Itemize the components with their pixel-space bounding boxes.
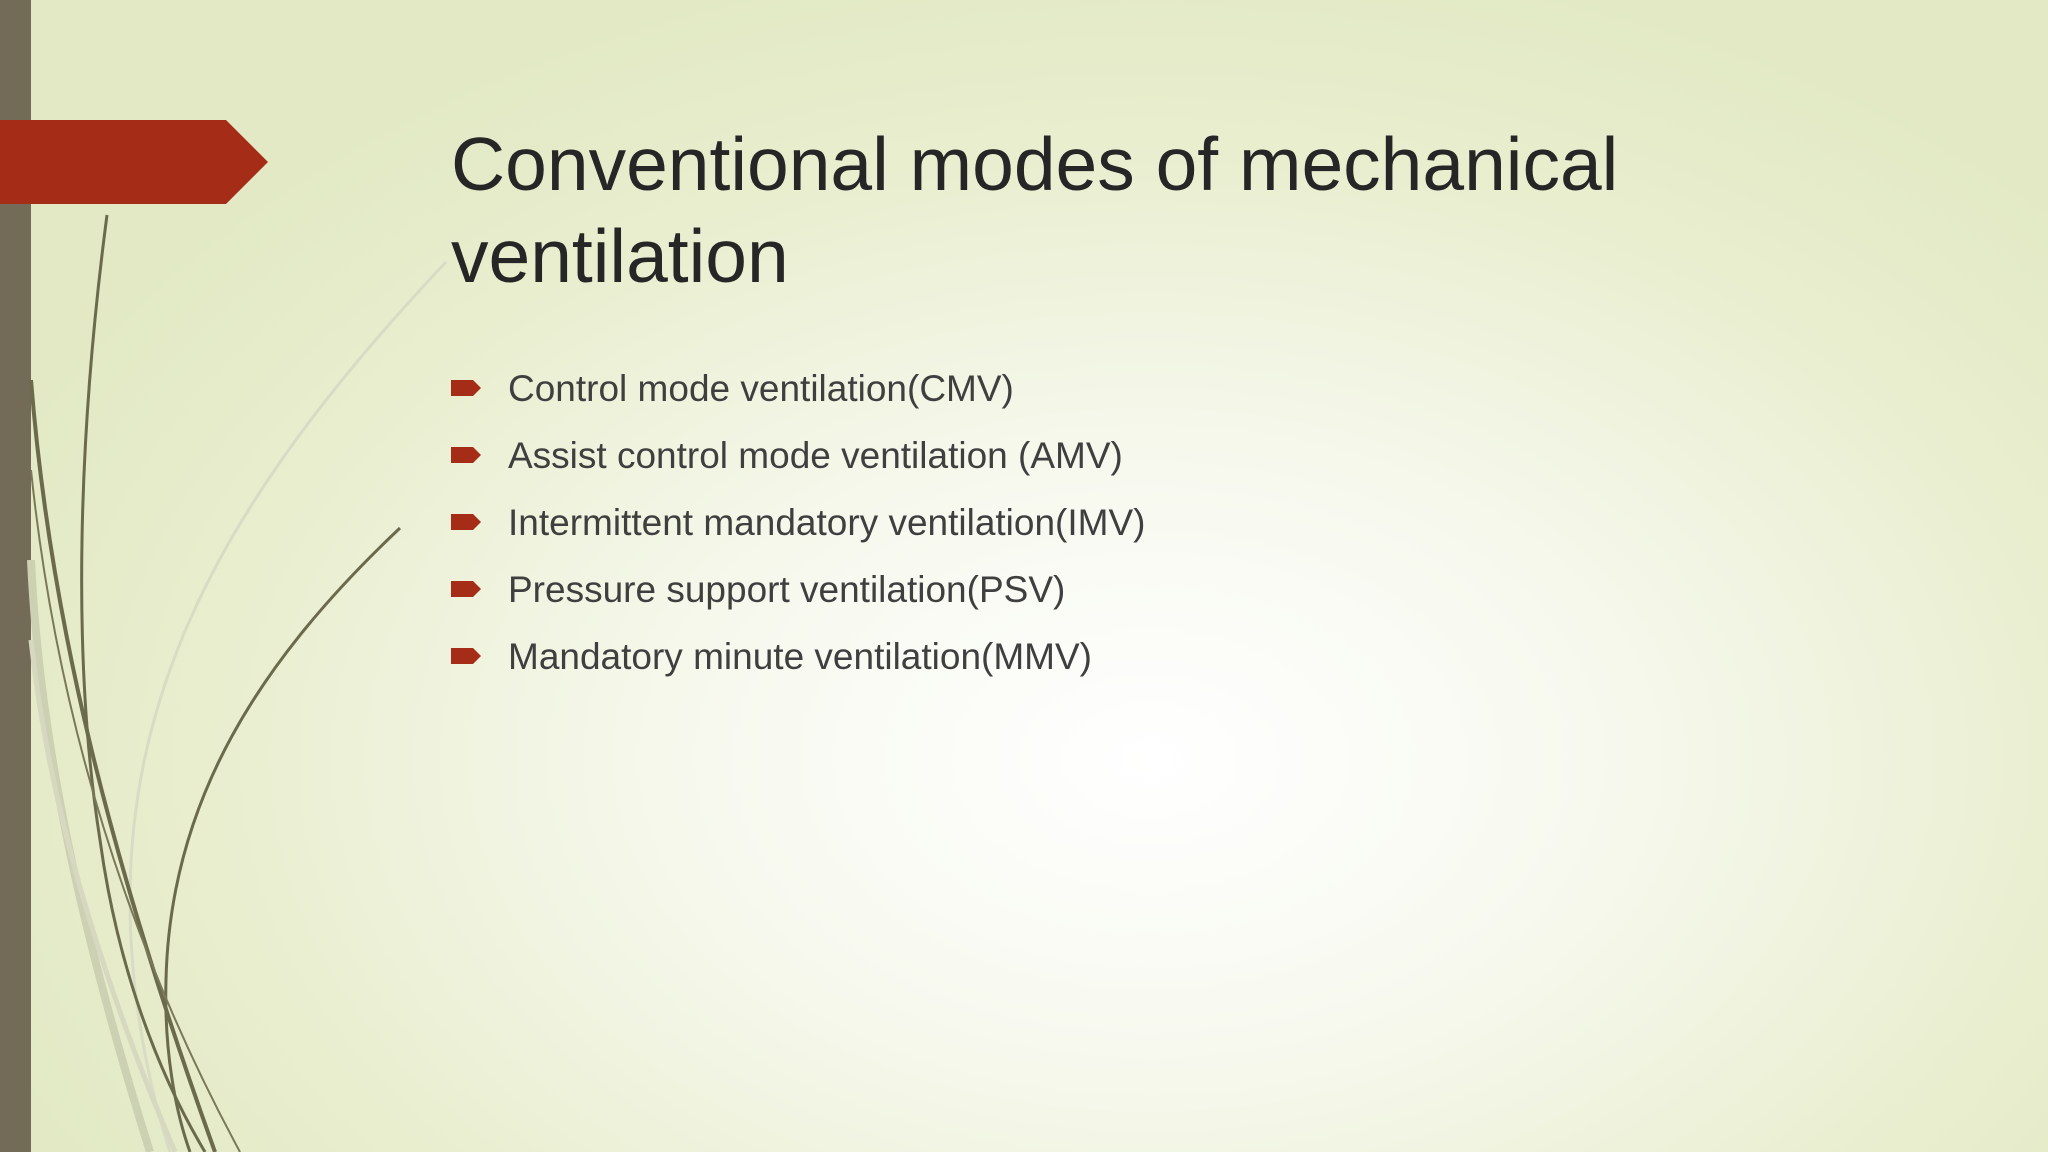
red-arrow-bullet-icon xyxy=(451,447,481,463)
slide-title: Conventional modes of mechanical ventilation xyxy=(451,122,1619,298)
dark-curve-2 xyxy=(31,380,215,1152)
red-arrow-bullet-icon xyxy=(451,648,481,664)
red-arrow-bullet-icon xyxy=(451,380,481,396)
dark-curve-1 xyxy=(82,215,205,1152)
decorative-curves xyxy=(0,0,460,1152)
dark-curve-3 xyxy=(166,528,400,1152)
bullet-text: Intermittent mandatory ventilation(IMV) xyxy=(508,502,1146,543)
red-arrow-bullet-icon xyxy=(451,581,481,597)
faint-curve-1 xyxy=(130,262,446,1152)
bullet-text: Control mode ventilation(CMV) xyxy=(508,368,1014,409)
red-arrow-bullet-icon xyxy=(451,514,481,530)
bullet-text: Mandatory minute ventilation(MMV) xyxy=(508,636,1092,677)
bullet-text: Assist control mode ventilation (AMV) xyxy=(508,435,1123,476)
red-arrow-tab-icon xyxy=(0,120,268,204)
bullet-text: Pressure support ventilation(PSV) xyxy=(508,569,1066,610)
